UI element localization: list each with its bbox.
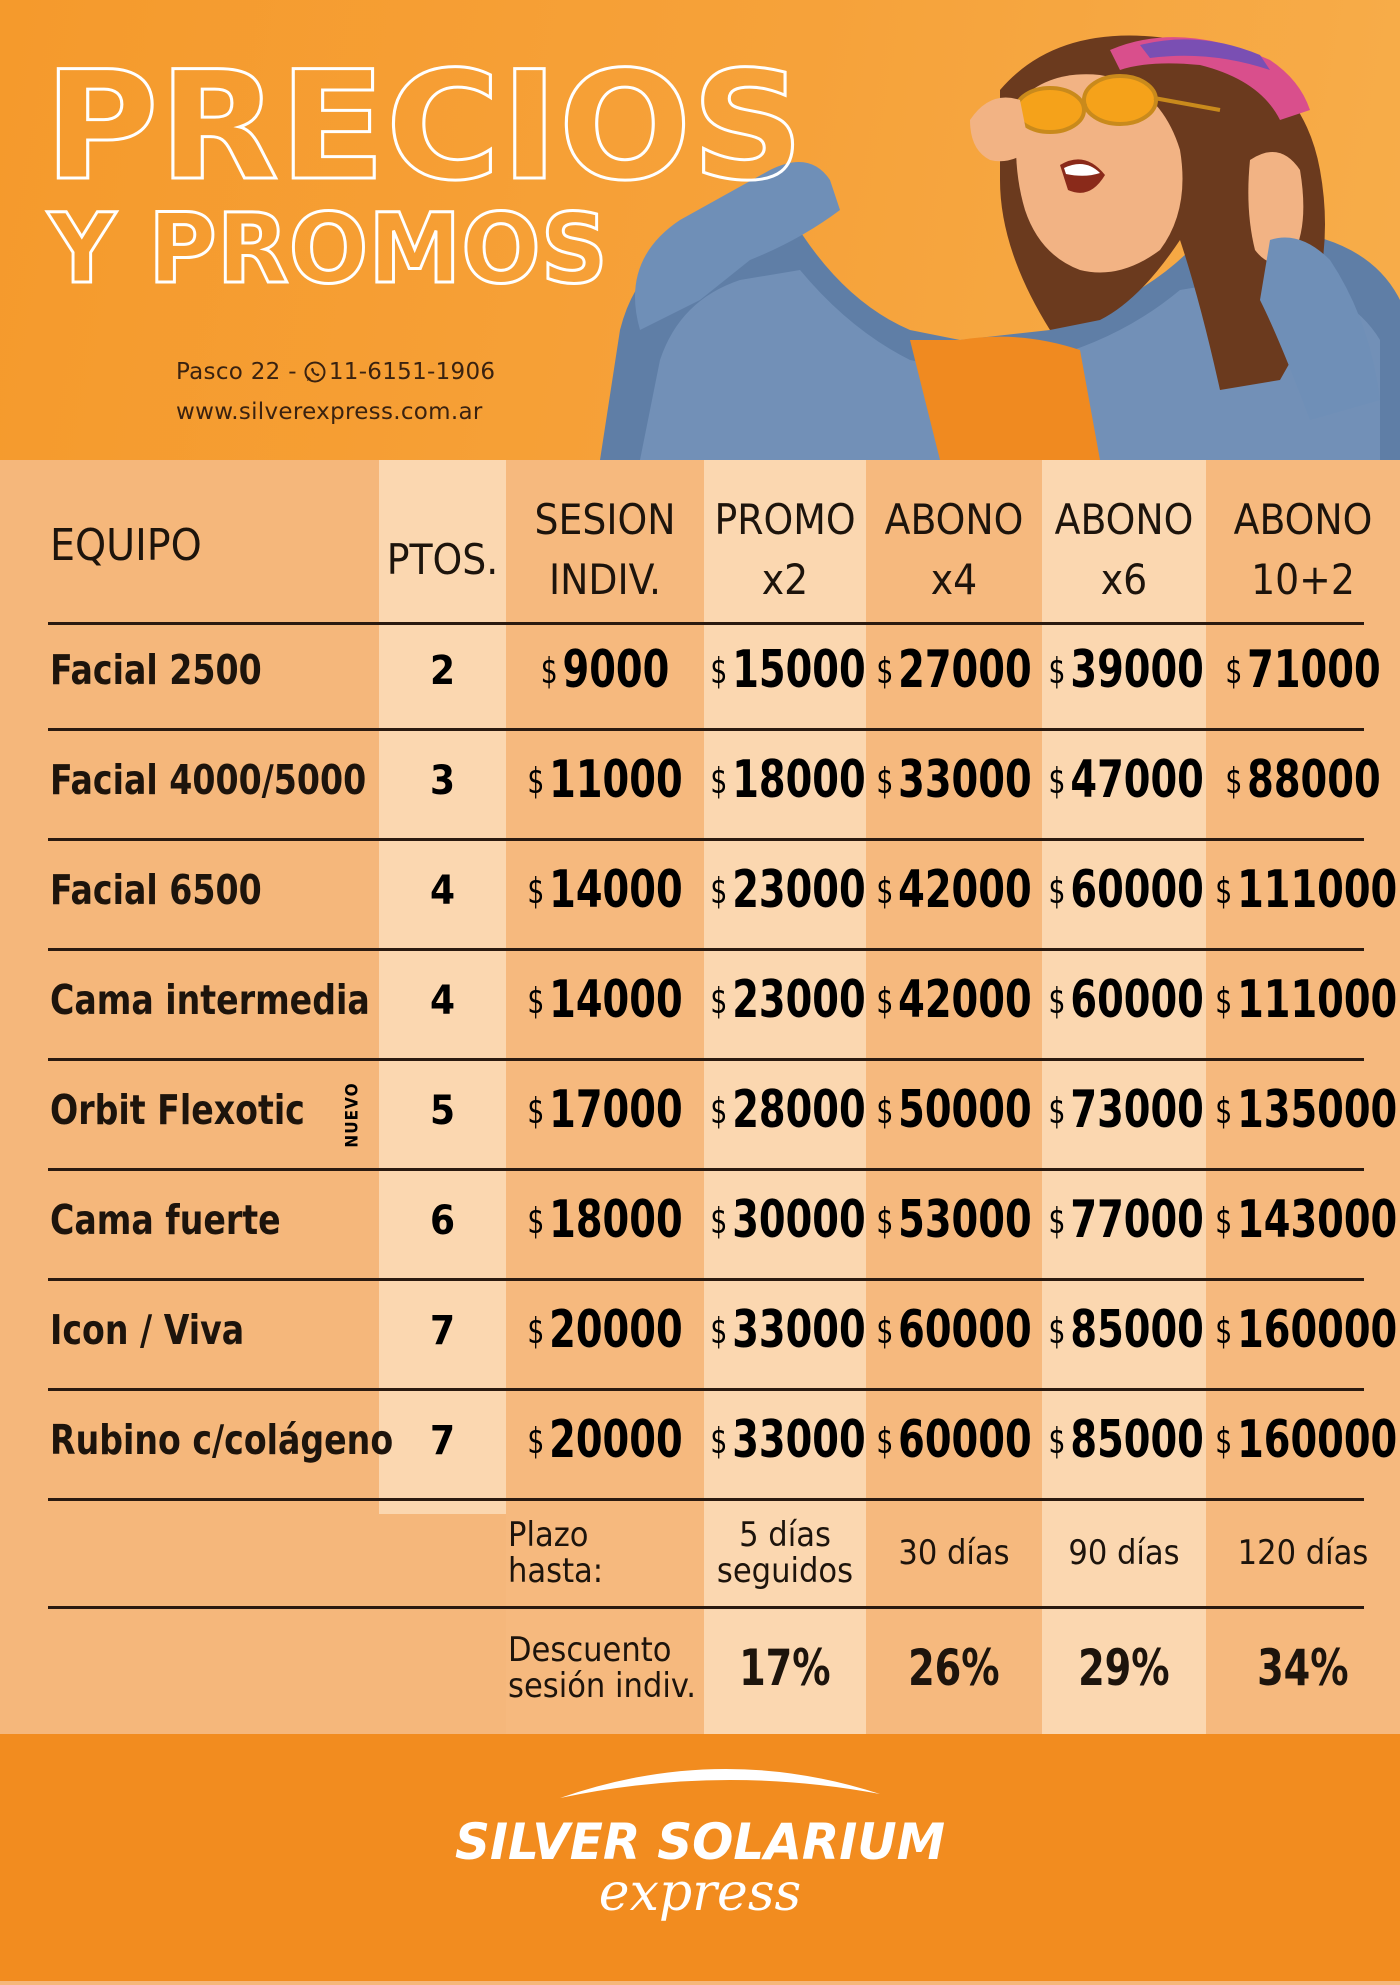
price-value: 143000 <box>1237 1190 1398 1250</box>
price-value: 14000 <box>549 860 683 920</box>
pts-value: 2 <box>429 648 456 694</box>
price-cell <box>1215 1190 1398 1250</box>
contact-info <box>176 352 495 432</box>
footer <box>0 1734 1400 1981</box>
price-cell <box>874 970 1035 1030</box>
price-cell <box>1215 970 1398 1030</box>
currency-symbol: $ <box>876 1201 894 1242</box>
price-cell <box>874 640 1035 700</box>
price-cell <box>1048 1300 1204 1360</box>
price-value: 60000 <box>1070 970 1204 1030</box>
currency-symbol: $ <box>876 1311 894 1352</box>
price-cell <box>1048 860 1204 920</box>
price-cell <box>516 1190 695 1250</box>
price-cell <box>516 1410 695 1470</box>
price-value: 60000 <box>898 1410 1032 1470</box>
plazo-label: Plazo hasta: <box>508 1515 604 1591</box>
price-cell <box>1215 1410 1398 1470</box>
currency-symbol: $ <box>876 651 894 692</box>
header-promo: PROMO x2 <box>714 495 856 604</box>
currency-symbol: $ <box>1048 981 1066 1022</box>
table-row <box>0 1168 1400 1278</box>
title-line1: PRECIOS <box>44 40 804 214</box>
descuento-value: 17% <box>739 1639 831 1697</box>
price-value: 11000 <box>549 750 683 810</box>
price-cell <box>874 1080 1035 1140</box>
price-cell <box>516 750 695 810</box>
price-cell <box>1048 1080 1204 1140</box>
phone-number[interactable]: 11-6151-1906 <box>328 359 496 385</box>
equipo-name: Rubino c/colágeno <box>50 1416 394 1464</box>
website-link[interactable]: www.silverexpress.com.ar <box>176 399 483 425</box>
price-value: 20000 <box>549 1300 683 1360</box>
currency-symbol: $ <box>710 871 728 912</box>
price-value: 33000 <box>732 1410 866 1470</box>
equipo-name: Facial 6500 <box>50 866 262 914</box>
equipo-name: Facial 4000/5000 <box>50 756 367 804</box>
price-cell <box>874 750 1035 810</box>
pts-value: 6 <box>429 1198 456 1244</box>
currency-symbol: $ <box>1048 1311 1066 1352</box>
price-cell <box>1048 640 1204 700</box>
currency-symbol: $ <box>710 651 728 692</box>
currency-symbol: $ <box>540 651 558 692</box>
currency-symbol: $ <box>710 1421 728 1462</box>
currency-symbol: $ <box>876 1091 894 1132</box>
price-cell <box>516 640 695 700</box>
pts-value: 7 <box>429 1418 456 1464</box>
currency-symbol: $ <box>876 761 894 802</box>
price-cell <box>516 860 695 920</box>
header-equipo: EQUIPO <box>50 520 202 571</box>
table-row <box>0 618 1400 728</box>
price-cell <box>1215 640 1390 700</box>
table-row <box>0 1388 1400 1498</box>
price-cell <box>1215 750 1390 810</box>
whatsapp-icon <box>303 360 327 384</box>
currency-symbol: $ <box>1215 981 1233 1022</box>
pts-value: 4 <box>429 978 456 1024</box>
currency-symbol: $ <box>710 1091 728 1132</box>
currency-symbol: $ <box>710 761 728 802</box>
price-value: 71000 <box>1247 640 1381 700</box>
plazo-value: 5 días seguidos <box>716 1515 854 1591</box>
price-value: 23000 <box>732 860 866 920</box>
price-value: 60000 <box>898 1300 1032 1360</box>
pts-value: 7 <box>429 1308 456 1354</box>
plazo-value: 120 días <box>1237 1533 1369 1573</box>
title-line2: Y PROMOS <box>47 193 609 300</box>
price-value: 39000 <box>1070 640 1204 700</box>
price-cell <box>710 1190 866 1250</box>
header-abono10: ABONO 10+2 <box>1233 495 1373 604</box>
table-row <box>0 728 1400 838</box>
currency-symbol: $ <box>876 1421 894 1462</box>
currency-symbol: $ <box>1215 1421 1233 1462</box>
price-value: 23000 <box>732 970 866 1030</box>
equipo-name: Facial 2500 <box>50 646 262 694</box>
price-value: 111000 <box>1237 860 1398 920</box>
descuento-label: Descuento sesión indiv. <box>508 1630 696 1706</box>
currency-symbol: $ <box>710 981 728 1022</box>
currency-symbol: $ <box>1048 761 1066 802</box>
header-abono4: ABONO x4 <box>884 495 1024 604</box>
brand-name: SILVER SOLARIUM <box>455 1813 945 1871</box>
currency-symbol: $ <box>527 761 545 802</box>
currency-symbol: $ <box>1215 1311 1233 1352</box>
currency-symbol: $ <box>1048 1091 1066 1132</box>
price-value: 33000 <box>898 750 1032 810</box>
price-cell <box>710 1410 866 1470</box>
price-cell <box>1048 970 1204 1030</box>
currency-symbol: $ <box>1048 1421 1066 1462</box>
price-value: 111000 <box>1237 970 1398 1030</box>
price-value: 73000 <box>1070 1080 1204 1140</box>
price-value: 9000 <box>562 640 670 700</box>
currency-symbol: $ <box>527 871 545 912</box>
table-row <box>0 838 1400 948</box>
price-table <box>0 460 1400 1734</box>
price-value: 135000 <box>1237 1080 1398 1140</box>
currency-symbol: $ <box>527 1201 545 1242</box>
price-cell <box>1215 1080 1398 1140</box>
pts-value: 5 <box>429 1088 456 1134</box>
price-value: 18000 <box>549 1190 683 1250</box>
price-value: 14000 <box>549 970 683 1030</box>
price-cell <box>516 970 695 1030</box>
price-value: 85000 <box>1070 1410 1204 1470</box>
price-value: 20000 <box>549 1410 683 1470</box>
header-banner <box>0 0 1400 460</box>
equipo-name: Orbit Flexotic <box>50 1086 305 1134</box>
price-value: 77000 <box>1070 1190 1204 1250</box>
pts-value: 3 <box>429 758 456 804</box>
currency-symbol: $ <box>527 1421 545 1462</box>
pts-value: 4 <box>429 868 456 914</box>
price-value: 18000 <box>732 750 866 810</box>
price-value: 160000 <box>1237 1410 1398 1470</box>
footer-rows-bg <box>0 1514 506 1734</box>
title-graphic <box>0 0 820 300</box>
equipo-name: Icon / Viva <box>50 1306 245 1354</box>
header-abono6: ABONO x6 <box>1054 495 1194 604</box>
row-divider <box>48 1606 1364 1609</box>
equipo-name: Cama fuerte <box>50 1196 281 1244</box>
new-badge: NUEVO <box>343 1082 363 1148</box>
currency-symbol: $ <box>710 1311 728 1352</box>
header-pts: PTOS. <box>386 535 499 584</box>
plazo-value: 90 días <box>1068 1533 1180 1573</box>
brand-logo <box>0 1734 1400 1981</box>
price-cell <box>1215 1300 1398 1360</box>
price-cell <box>874 1190 1035 1250</box>
price-cell <box>874 1410 1035 1470</box>
table-row <box>0 1278 1400 1388</box>
price-value: 160000 <box>1237 1300 1398 1360</box>
price-value: 88000 <box>1247 750 1381 810</box>
price-value: 85000 <box>1070 1300 1204 1360</box>
currency-symbol: $ <box>1215 1091 1233 1132</box>
price-value: 33000 <box>732 1300 866 1360</box>
table-row <box>0 1058 1400 1168</box>
currency-symbol: $ <box>1048 1201 1066 1242</box>
price-value: 15000 <box>732 640 866 700</box>
price-cell <box>516 1300 695 1360</box>
descuento-value: 26% <box>908 1639 1000 1697</box>
price-value: 27000 <box>898 640 1032 700</box>
price-cell <box>1048 1410 1204 1470</box>
price-cell <box>874 1300 1035 1360</box>
price-cell <box>710 1300 866 1360</box>
row-divider <box>48 1498 1364 1501</box>
currency-symbol: $ <box>1048 871 1066 912</box>
currency-symbol: $ <box>527 981 545 1022</box>
price-cell <box>874 860 1035 920</box>
plazo-value: 30 días <box>898 1533 1010 1573</box>
currency-symbol: $ <box>1215 1201 1233 1242</box>
price-value: 28000 <box>732 1080 866 1140</box>
price-cell <box>710 1080 866 1140</box>
price-value: 60000 <box>1070 860 1204 920</box>
price-cell <box>710 640 866 700</box>
price-cell <box>1048 1190 1204 1250</box>
table-row <box>0 948 1400 1058</box>
equipo-name: Cama intermedia <box>50 976 370 1024</box>
price-value: 17000 <box>549 1080 683 1140</box>
currency-symbol: $ <box>527 1091 545 1132</box>
currency-symbol: $ <box>1048 651 1066 692</box>
brand-sub: express <box>598 1863 802 1923</box>
price-cell <box>710 860 866 920</box>
price-cell <box>1048 750 1204 810</box>
currency-symbol: $ <box>1215 871 1233 912</box>
currency-symbol: $ <box>876 871 894 912</box>
price-value: 42000 <box>898 860 1032 920</box>
descuento-value: 34% <box>1257 1639 1349 1697</box>
price-cell <box>1215 860 1398 920</box>
currency-symbol: $ <box>527 1311 545 1352</box>
descuento-value: 29% <box>1078 1639 1170 1697</box>
price-value: 53000 <box>898 1190 1032 1250</box>
price-value: 47000 <box>1070 750 1204 810</box>
currency-symbol: $ <box>1225 651 1243 692</box>
price-value: 50000 <box>898 1080 1032 1140</box>
price-cell <box>516 1080 695 1140</box>
currency-symbol: $ <box>710 1201 728 1242</box>
price-value: 30000 <box>732 1190 866 1250</box>
header-sesion: SESION INDIV. <box>534 495 676 604</box>
price-cell <box>710 750 866 810</box>
currency-symbol: $ <box>1225 761 1243 802</box>
currency-symbol: $ <box>876 981 894 1022</box>
price-value: 42000 <box>898 970 1032 1030</box>
address: Pasco 22 - <box>176 359 297 385</box>
price-cell <box>710 970 866 1030</box>
